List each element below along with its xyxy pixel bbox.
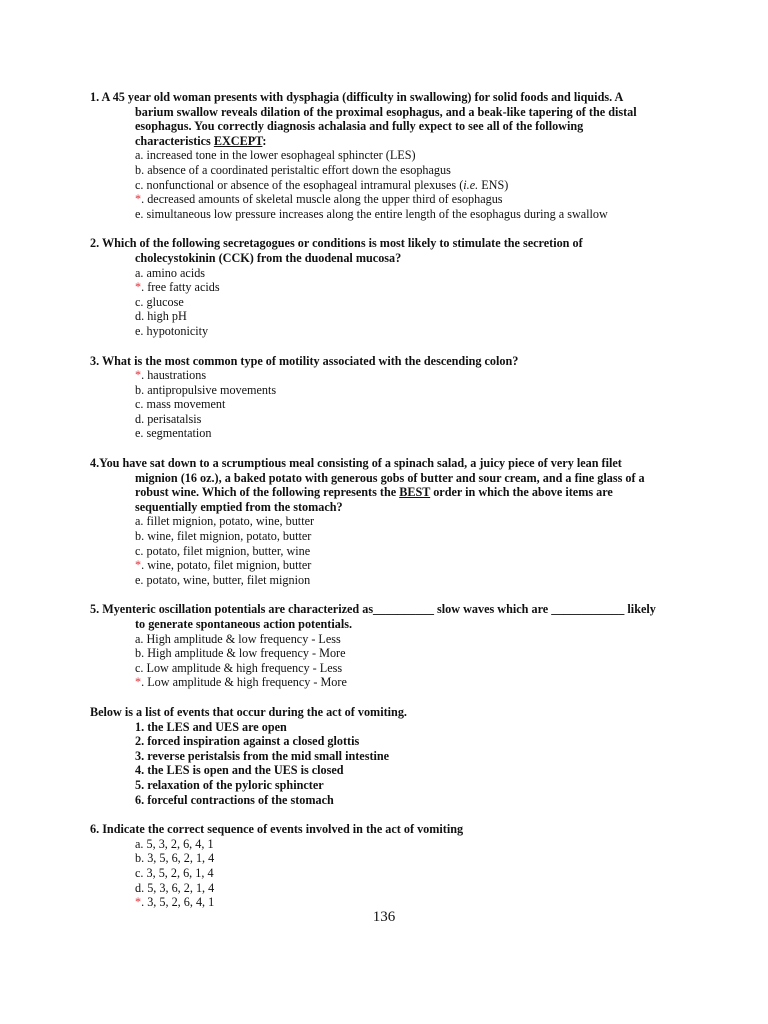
question-4: [90, 456, 690, 587]
event-5: 5. relaxation of the pyloric sphincter: [135, 777, 324, 792]
option-b: b. 3, 5, 6, 2, 1, 4: [135, 851, 215, 866]
question-3-options: [90, 368, 690, 441]
option-a: a. fillet mignion, potato, wine, butter: [135, 514, 315, 529]
option-a: a. High amplitude & low frequency - Less: [135, 631, 341, 646]
option-b: b. antipropulsive movements: [135, 382, 277, 397]
question-6-stem: 6. Indicate the correct sequence of events involved in the act of vomiting: [90, 822, 464, 837]
answer-star-icon: *: [135, 558, 142, 573]
answer-star-icon: *: [135, 192, 142, 207]
option-e: e. simultaneous low pressure increases along the entire length of the esophagus during a swallow: [135, 206, 608, 221]
option-c: c. glucose: [135, 294, 184, 309]
option-b: b. absence of a coordinated peristaltic effort down the esophagus: [135, 162, 451, 177]
question-6: [90, 822, 690, 910]
option-e-correct: *. 3, 5, 2, 6, 4, 1: [135, 895, 215, 910]
option-c: c. mass movement: [135, 397, 226, 412]
option-d: d. high pH: [135, 309, 187, 324]
option-a: a. 5, 3, 2, 6, 4, 1: [135, 836, 214, 851]
option-b-correct: *. free fatty acids: [135, 280, 220, 295]
answer-star-icon: *: [135, 280, 142, 295]
option-d: d. perisatalsis: [135, 411, 202, 426]
option-a: a. increased tone in the lower esophageal sphincter (LES): [135, 148, 416, 163]
event-1: 1. the LES and UES are open: [135, 719, 287, 734]
exam-page: [90, 90, 690, 910]
vomiting-events-list: [90, 705, 690, 807]
question-1: [90, 90, 690, 221]
emphasis-except: EXCEPT: [213, 133, 263, 148]
question-3-stem: 3. What is the most common type of motility associated with the descending colon?: [90, 353, 519, 368]
option-e: e. potato, wine, butter, filet mignion: [135, 572, 311, 587]
vomiting-intro: Below is a list of events that occur during the act of vomiting.: [90, 704, 407, 719]
option-c: c. 3, 5, 2, 6, 1, 4: [135, 865, 214, 880]
question-4-stem: 4.You have sat down to a scrumptious meal consisting of a spinach salad, a juicy piece of very lean filet mignion (16 oz.), a baked potato with generous gobs of butter and sour cream, and a fine glass of a robust wine. Which of the following represents the BEST order in which the above items are sequentially emptied from the stomach?: [90, 456, 645, 514]
question-2-options: [90, 266, 690, 339]
answer-star-icon: *: [135, 675, 142, 690]
event-6: 6. forceful contractions of the stomach: [135, 792, 334, 807]
option-b: b. wine, filet mignion, potato, butter: [135, 529, 312, 544]
emphasis-best: BEST: [399, 485, 431, 500]
option-a: a. amino acids: [135, 265, 206, 280]
answer-star-icon: *: [135, 895, 142, 910]
event-3: 3. reverse peristalsis from the mid small intestine: [135, 748, 390, 763]
question-2: [90, 236, 690, 338]
question-1-stem: 1. A 45 year old woman presents with dysphagia (difficulty in swallowing) for solid foods and liquids. A barium swallow reveals dilation of the proximal esophagus, and a beak-like tapering of the distal esophagus. You correctly diagnosis achalasia and fully expect to see all of the following characteristics EXCEPT:: [90, 90, 637, 148]
answer-star-icon: *: [135, 368, 142, 383]
question-5-stem: 5. Myenteric oscillation potentials are characterized as__________ slow waves which are ____________ likely to generate spontaneous action potentials.: [90, 602, 656, 631]
question-1-options: [90, 148, 690, 221]
question-5-options: [90, 632, 690, 690]
option-e: e. segmentation: [135, 426, 212, 441]
event-2: 2. forced inspiration against a closed glottis: [135, 734, 360, 749]
option-a-correct: *. haustrations: [135, 368, 207, 383]
option-d-correct: *. Low amplitude & high frequency - More: [135, 675, 347, 690]
option-d-correct: *. wine, potato, filet mignion, butter: [135, 558, 312, 573]
question-4-options: [90, 514, 690, 587]
option-c: c. nonfunctional or absence of the esophageal intramural plexuses (i.e. ENS): [135, 177, 509, 192]
option-d: d. 5, 3, 6, 2, 1, 4: [135, 880, 215, 895]
question-3: [90, 354, 690, 442]
question-6-options: [90, 837, 690, 910]
option-b: b. High amplitude & low frequency - More: [135, 646, 346, 661]
question-5: [90, 602, 690, 690]
page-number: 136: [372, 909, 396, 925]
option-e: e. hypotonicity: [135, 323, 209, 338]
option-d-correct: *. decreased amounts of skeletal muscle along the upper third of esophagus: [135, 192, 503, 207]
event-4: 4. the LES is open and the UES is closed: [135, 763, 344, 778]
option-c: c. potato, filet mignion, butter, wine: [135, 543, 311, 558]
option-c: c. Low amplitude & high frequency - Less: [135, 660, 343, 675]
question-2-stem: 2. Which of the following secretagogues or conditions is most likely to stimulate the secretion of cholecystokinin (CCK) from the duodenal mucosa?: [90, 236, 583, 265]
